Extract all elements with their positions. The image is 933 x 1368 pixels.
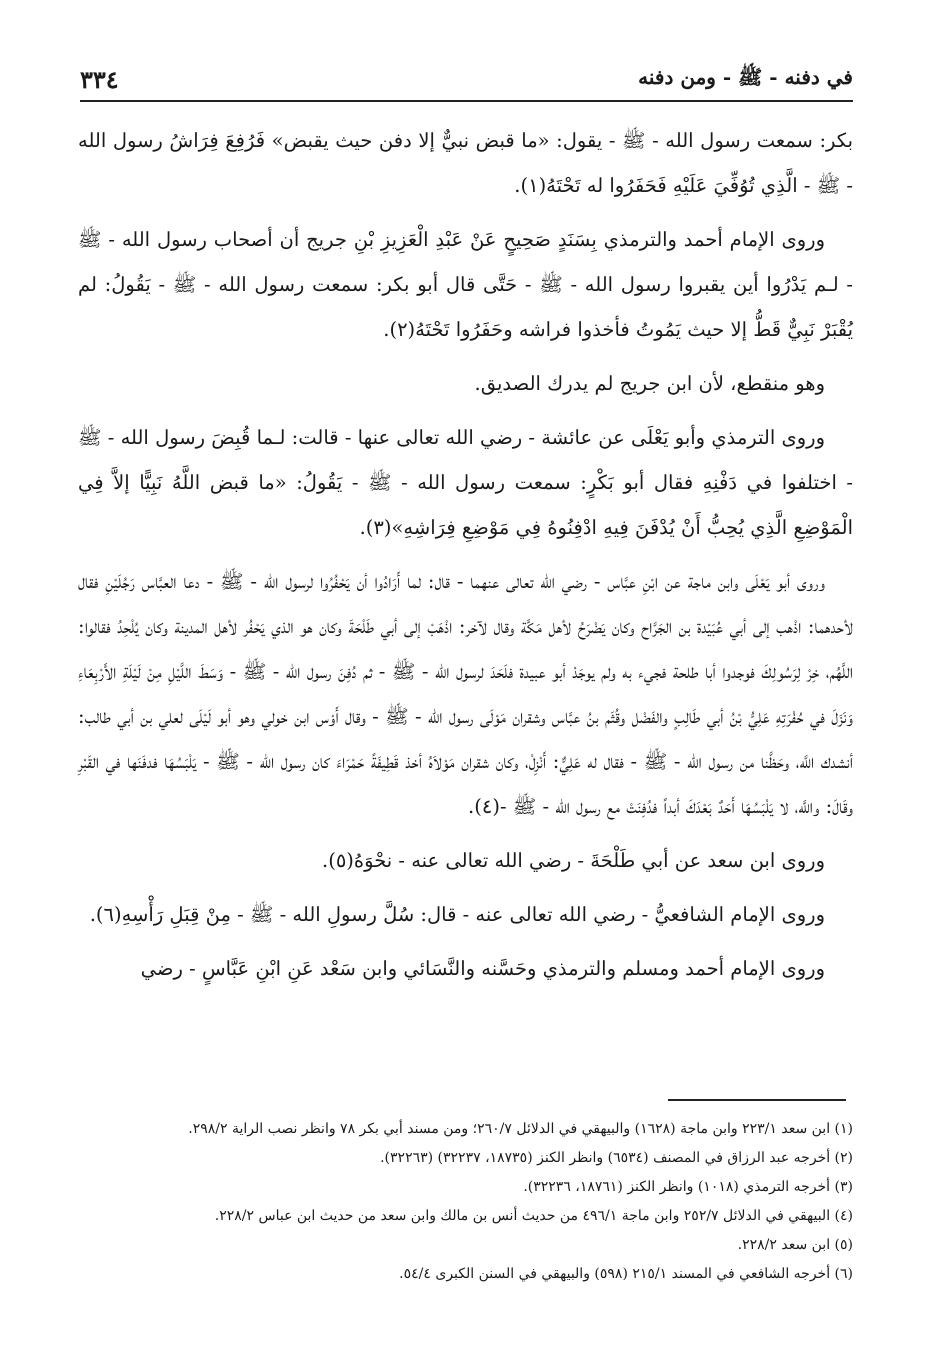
footnote-divider [668, 1099, 846, 1101]
paragraph: وروى الترمذي وأبو يَعْلَى عن عائشة - رضي الله تعالى عنها - قالت: لـما قُبِضَ رسول الله - ﷺ - اختلفوا في دَفْنِهِ فقال أبو بَكْرٍ: سمعت رسول الله - ﷺ - يَقُولُ: «ما قبض اللَّهُ نَبِيًّا إلاَّ فِي الْمَوْضِعِ الَّذِي يُحِبُّ أَنْ يُدْفَنَ فِيهِ ادْفِنُوهُ فِي مَوْضِعِ فِرَاشِهِ»(٣). [78, 426, 853, 539]
footnote: (٢) أخرجه عبد الرزاق في المصنف (٦٥٣٤) وانظر الكنز (١٨٧٣٥، ٣٢٢٣٧) (٣٢٢٦٣). [380, 1150, 853, 1166]
running-title: في دفنه - ﷺ - ومن دفنه [638, 64, 853, 89]
page-header [80, 58, 853, 102]
paragraph: وروى أبو يَعْلَى وابن ماجة عن ابْنِ عبَّاس - رضي الله تعالى عنهما - قال: لما أَرَادُوا أن يَحْفُرُوا لرسول الله - ﷺ - دعا العبَّاس رَجُلَيْنِ فقال لأحدهما: اذْهب إلى أبي عُبَيْدة بن الجَرَّاح وكان يَضْرَحُ لأهل مَكَّة وقال لآخر: اذْهَبْ إلى أبي طَلْحَةَ وكان هو الذي يَحْفُر لأهل المدينة وكان يُلْحِدُ فقالوا: اللَّهُم، خِرْ لِرَسُولِكَ فوجدوا أبا طلحة فجيء به ولم يوجَدْ أبو عبيدة فلَحَدَ لرسول الله - ﷺ - ثم دُفِنَ رسول الله - ﷺ - وَسَطَ اللَّيْلِ مِنْ لَيْلَةِ الأَرْبِعَاءِ وَنَزَلَ في حُفْرَتِهِ عَلِيُّ بْنُ أبي طَالِبٍ والفَضْل وقُثَم بنُ عبَّاس وشقران مَوْلَى رسول الله - ﷺ - وقال أَوْس ابن خولي وهو أبو لَيْلَى لعلي بن أبي طالب: أنشدك اللَّه، وحَظَّنا من رسول الله - ﷺ - فقال له عَلِيٌّ: أَنْزِلْ، وكان شقران مَوْلاَهُ أخذ قَطِيفَةً حَمْرَاءَ كان رسول الله - ﷺ - يَلْبَسُهَا فدفَنَها في القَبْرِ وقَالَ: واللَّه، لا يَلْبَسُهَا أَحَدٌ بَعْدَكَ أبداً فدُفِنَتْ مع رسول الله - ﷺ -(٤). [78, 570, 853, 818]
page-number: ٣٣٤ [80, 64, 119, 94]
paragraph: وروى الإمام أحمد والترمذي بِسَنَدٍ صَحِيحٍ عَنْ عَبْدِ الْعَزِيزِ بْنِ جريج أن أصحاب رسول الله - ﷺ - لـم يَدْرُوا أين يقبروا رسول الله - ﷺ - حَتَّى قال أبو بكر: سمعت رسول الله - ﷺ - يَقُولُ: لم يُقْبَرْ نَبِيٌّ قَطُّ إلا حيث يَمُوتُ فأخذوا فراشه وحَفَرُوا تَحْتَهُ(٢). [78, 228, 853, 341]
paragraph: بكر: سمعت رسول الله - ﷺ - يقول: «ما قبض نبيٌّ إلا دفن حيث يقبض» فَرُفِعَ فِرَاشُ رسول الله - ﷺ - الَّذِي تُوُفِّيَ عَلَيْهِ فَحَفَرُوا له تَحْتَهُ(١). [78, 129, 853, 197]
footnotes [78, 1115, 853, 1289]
footnote: (٦) أخرجه الشافعي في المسند ٢١٥/١ (٥٩٨) والبيهقي في السنن الكبرى ٥٤/٤. [399, 1266, 853, 1282]
footnote: (٣) أخرجه الترمذي (١٠١٨) وانظر الكنز (١٨٧٦١، ٣٢٢٣٦). [523, 1179, 853, 1195]
paragraph: وروى ابن سعد عن أبي طَلْحَةَ - رضي الله تعالى عنه - نحْوَهُ(٥). [322, 849, 825, 872]
paragraph: وهو منقطع، لأن ابن جريج لم يدرك الصديق. [474, 372, 825, 395]
paragraph: وروى الإمام أحمد ومسلم والترمذي وحَسَّنه والنَّسَائي وابن سَعْد عَنِ ابْنِ عَبَّاسٍ - رضي [140, 957, 825, 980]
paragraph: وروى الإمام الشافعيُّ - رضي الله تعالى عنه - قال: سُلَّ رسولِ الله - ﷺ - مِنْ قِبَلِ رَأْسِهِ(٦). [89, 903, 825, 926]
main-text [78, 118, 853, 1000]
footnote: (١) ابن سعد ٢٢٣/١ وابن ماجة (١٦٢٨) والبيهقي في الدلائل ٢٦٠/٧؛ ومن مسند أبي بكر ٧٨ وانظر نصب الراية ٢٩٨/٢. [188, 1121, 853, 1137]
footnote: (٥) ابن سعد ٢٢٨/٢. [737, 1237, 853, 1253]
footnote: (٤) البيهقي في الدلائل ٢٥٢/٧ وابن ماجة ٤٩٦/١ من حديث أنس بن مالك وابن سعد من حديث ابن عباس ٢٢٨/٢. [214, 1208, 853, 1224]
